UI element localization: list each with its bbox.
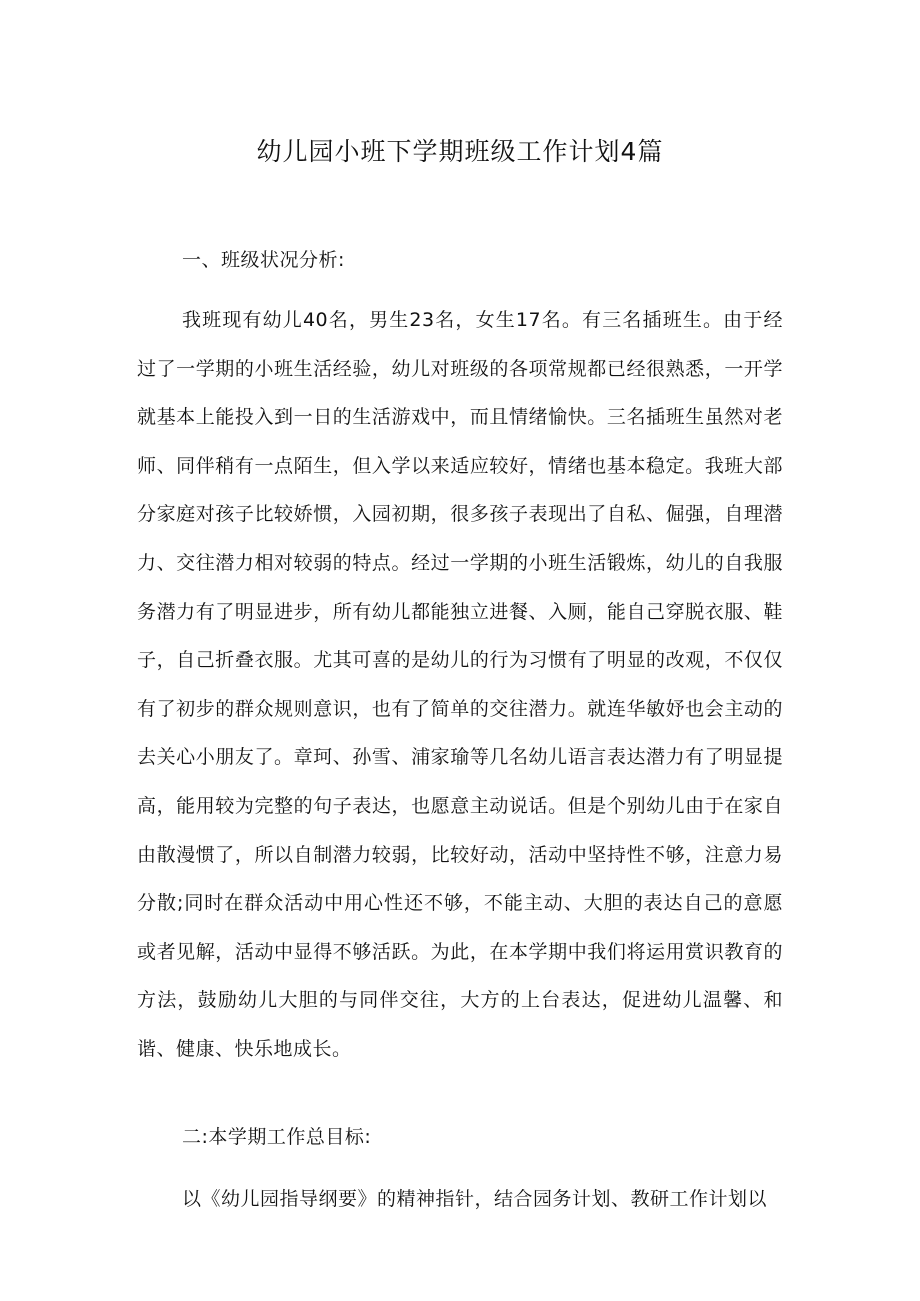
section-heading-semester-goals: 二:本学期工作总目标: xyxy=(182,1126,372,1148)
paragraph-semester-goals: 以《幼儿园指导纲要》的精神指针，结合园务计划、教研工作计划以 xyxy=(182,1188,768,1210)
section-heading-class-analysis: 一、班级状况分析: xyxy=(182,249,345,271)
paragraph-class-analysis: 我班现有幼儿40名，男生23名，女生17名。有三名插班生。由于经过了一学期的小班生活经验，幼儿对班级的各项常规都已经很熟悉，一开学就基本上能投入到一日的生活游戏中，而且情绪愉快。三名插班生虽然对老师、同伴稍有一点陌生，但入学以来适应较好，情绪也基本稳定。我班大部分家庭对孩子比较娇惯，入园初期，很多孩子表现出了自私、倔强，自理潜力、交往潜力相对较弱的特点。经过一学期的小班生活锻炼，幼儿的自我服务潜力有了明显进步，所有幼儿都能独立进餐、入厕，能自己穿脱衣服、鞋子，自己折叠衣服。尤其可喜的是幼儿的行为习惯有了明显的改观，不仅仅有了初步的群众规则意识，也有了简单的交往潜力。就连华敏妤也会主动的去关心小朋友了。章珂、孙雪、浦家瑜等几名幼儿语言表达潜力有了明显提高，能用较为完整的句子表达，也愿意主动说话。但是个别幼儿由于在家自由散漫惯了，所以自制潜力较弱，比较好动，活动中坚持性不够，注意力易分散;同时在群众活动中用心性还不够，不能主动、大胆的表达自己的意愿或者见解，活动中显得不够活跃。为此，在本学期中我们将运用赏识教育的方法，鼓励幼儿大胆的与同伴交往，大方的上台表达，促进幼儿温馨、和谐、健康、快乐地成长。 xyxy=(137,309,783,1060)
document-title: 幼儿园小班下学期班级工作计划4篇 xyxy=(256,137,664,166)
